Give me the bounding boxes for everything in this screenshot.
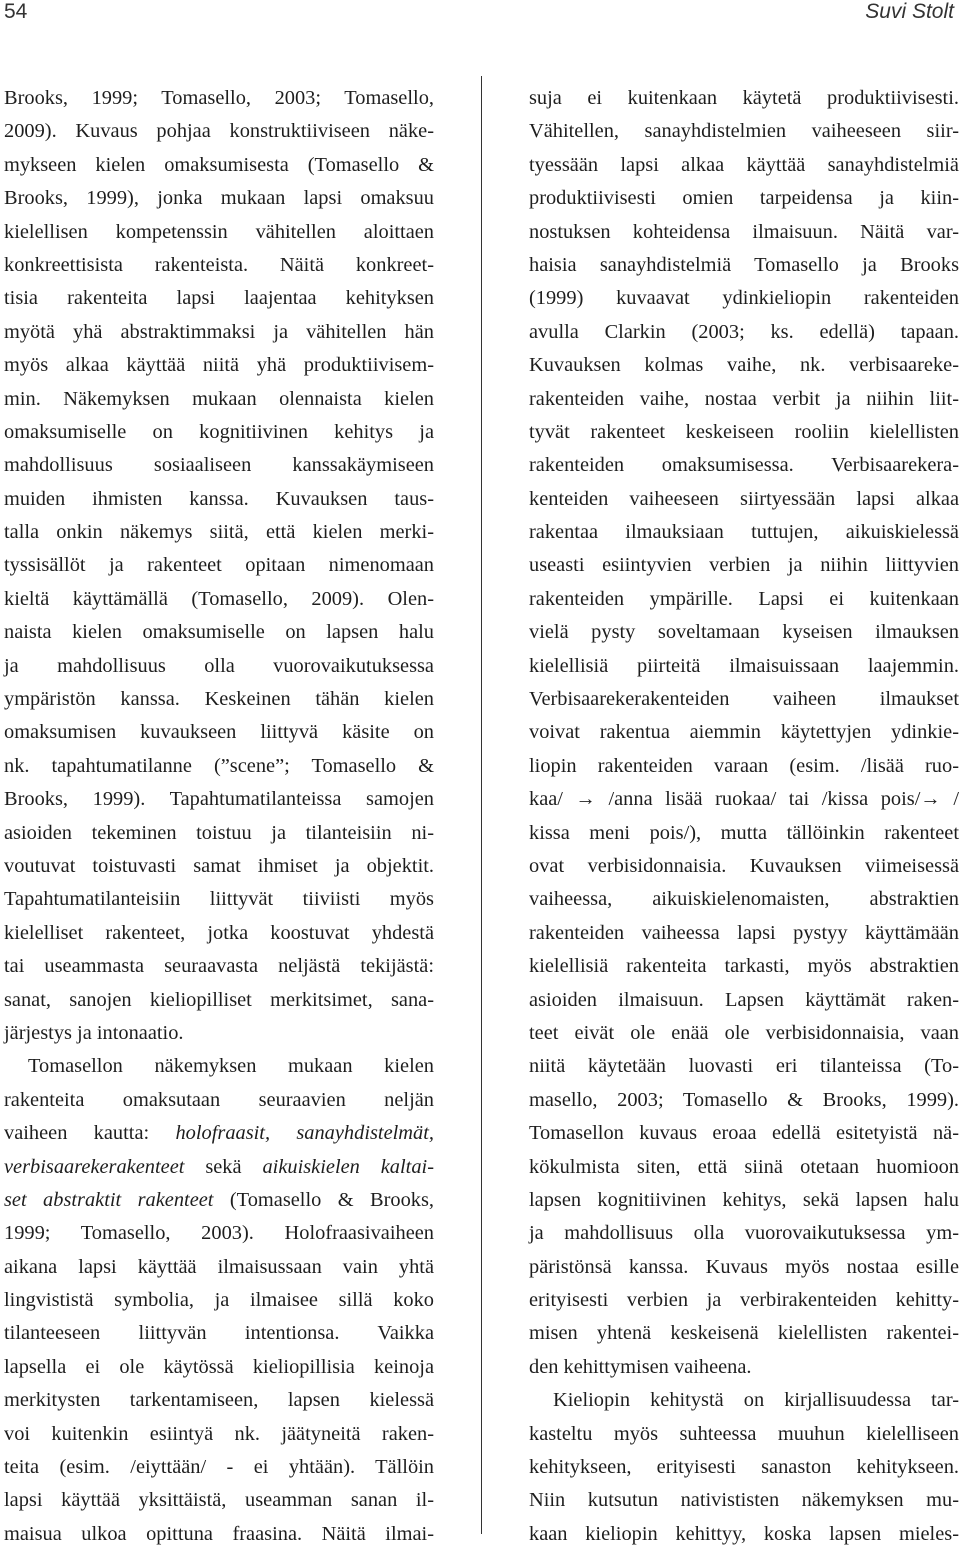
left-column-line [4, 82, 434, 115]
right-column-line [529, 783, 959, 816]
text-run: mahdollisuus sosiaaliseen kanssakäymiseen [4, 454, 434, 477]
text-run: myötä yhä abstraktimmaksi ja vähitellen hän [4, 320, 434, 343]
text-run: avulla Clarkin (2003; ks. edellä) tapaan. [529, 320, 959, 343]
text-run: päristönsä kanssa. Kuvaus myös nostaa esille [529, 1255, 959, 1278]
right-column-line [529, 1117, 959, 1150]
left-column-line [4, 282, 434, 315]
text-run: asioiden ilmaisuun. Lapsen käyttämät raken- [529, 988, 959, 1011]
left-column-line [4, 449, 434, 482]
text-run: ympäristön kanssa. Keskeinen tähän kielen [4, 688, 434, 711]
left-column-line [4, 149, 434, 182]
right-column-line [529, 750, 959, 783]
left-column-line [4, 1484, 434, 1517]
left-column-line [4, 1117, 434, 1150]
left-column-line [4, 1317, 434, 1350]
text-run: niitä käytetään luovasti eri tilanteissa (To- [529, 1055, 959, 1078]
text-run: teet eivät ole enää ole verbisidonnaisia, vaan [529, 1021, 959, 1044]
text-run: voivat rakentua aiemmin käytettyjen ydinkie- [529, 721, 959, 744]
right-column-line [529, 950, 959, 983]
right-column-line [529, 616, 959, 649]
text-run: tai useammasta seuraavasta neljästä tekijästä: [4, 955, 434, 978]
text-run: sanat, sanojen kieliopilliset merkitsimet, sana- [4, 988, 434, 1011]
text-run: erityisesti verbien ja verbirakenteiden kehitty- [529, 1289, 959, 1312]
right-column-line [529, 316, 959, 349]
text-run: vielä pysty soveltamaan kyseisen ilmauksen [529, 621, 959, 644]
text-run: lingvististä symbolia, ja ilmaisee sillä koko [4, 1289, 434, 1312]
text-run: naista kielen omaksumiselle on lapsen halu [4, 621, 434, 644]
text-run: aikana lapsi käyttää ilmaisussaan vain yhtä [4, 1255, 434, 1278]
right-column-line [529, 1418, 959, 1451]
running-author: Suvi Stolt [865, 0, 954, 23]
left-column-line [4, 783, 434, 816]
left-column-line [4, 850, 434, 883]
text-run: haisia sanayhdistelmiä Tomasello ja Brooks [529, 253, 959, 276]
text-run: kielellisiä rakenteita tarkasti, myös abstraktien [529, 955, 959, 978]
text-run: ja mahdollisuus olla vuorovaikutuksessa [4, 654, 434, 677]
text-run: tyessään lapsi alkaa käyttää sanayhdistelmiä [529, 153, 959, 176]
text-run: (1999) kuvaavat ydinkieliopin rakenteiden [529, 287, 959, 310]
right-column-line [529, 1484, 959, 1517]
text-run: Brooks, 1999). Tapahtumatilanteissa samojen [4, 788, 434, 811]
left-column-line [4, 1384, 434, 1417]
text-run: kaan kieliopin kehittyy, koska lapsen mieles- [529, 1522, 959, 1545]
text-run: myös alkaa käyttää niitä yhä produktiivisem- [4, 354, 434, 377]
text-run: talla onkin näkemys siitä, että kielen merki- [4, 521, 434, 544]
text-run: Kuvauksen kolmas vaihe, nk. verbisaareke- [529, 354, 959, 377]
right-column-line [529, 1184, 959, 1217]
text-run: kenteiden vaiheeseen siirtyessään lapsi alkaa [529, 487, 959, 510]
left-column-line [4, 115, 434, 148]
text-run: kasteltu myös suhteessa muuhun kielelliseen [529, 1422, 959, 1445]
right-column-line [529, 1251, 959, 1284]
right-column-line [529, 1151, 959, 1184]
text-run: nostuksen kohteidensa ilmaisuun. Näitä var- [529, 220, 959, 243]
right-column-line [529, 449, 959, 482]
right-column-line [529, 1217, 959, 1250]
text-run: järjestys ja intonaatio. [4, 1021, 184, 1044]
left-column-line [4, 216, 434, 249]
left-column-line [4, 1284, 434, 1317]
text-run: vaiheessa, aikuiskielenomaisten, abstraktien [529, 888, 959, 911]
left-column-line [4, 483, 434, 516]
left-column-line [4, 817, 434, 850]
right-column-line [529, 1084, 959, 1117]
right-column-line [529, 282, 959, 315]
text-run: nk. tapahtumatilanne (”scene”; Tomasello & [4, 754, 434, 777]
text-run: den kehittymisen vaiheena. [529, 1355, 752, 1378]
text-run: ovat verbisidonnaisia. Kuvauksen viimeisessä [529, 854, 959, 877]
right-column-line [529, 182, 959, 215]
text-run: masello, 2003; Tomasello & Brooks, 1999). [529, 1088, 959, 1111]
text-run: Kieliopin kehitystä on kirjallisuudessa tar- [553, 1389, 959, 1412]
text-run: rakenteita omaksutaan seuraavien neljän [4, 1088, 434, 1111]
right-column-line [529, 1518, 959, 1551]
text-run: (Tomasello & Brooks, [213, 1188, 434, 1211]
page-header [0, 0, 960, 26]
text-run: teita (esim. /eiyttään/ - ei yhtään). Tällöin [4, 1456, 434, 1479]
right-column-line [529, 1050, 959, 1083]
left-column-line [4, 549, 434, 582]
text-run: Verbisaarekerakenteiden vaiheen ilmaukset [529, 688, 959, 711]
text-run: lapsella ei ole käytössä kieliopillisia keinoja [4, 1355, 434, 1378]
column-divider [481, 76, 482, 1534]
right-column-line [529, 716, 959, 749]
text-run: kielelliset rakenteet, jotka koostuvat yhdestä [4, 921, 434, 944]
text-run: voi kuitenkin esiintyä nk. jäätyneitä raken- [4, 1422, 434, 1445]
text-run: muiden ihmisten kanssa. Kuvauksen taus- [4, 487, 434, 510]
left-column-line [4, 1184, 434, 1217]
right-column-line [529, 249, 959, 282]
text-run: kielellisen kompetenssin vähitellen aloittaen [4, 220, 434, 243]
text-run: voutuvat toistuvasti samat ihmiset ja objektit. [4, 854, 434, 877]
text-run: konkreettisista rakenteista. Näitä konkreet- [4, 253, 434, 276]
text-run: misen yhtenä keskeisenä kielellisten rakentei- [529, 1322, 959, 1345]
left-column-line [4, 1451, 434, 1484]
right-column-line [529, 1451, 959, 1484]
text-run: mykseen kielen omaksumisesta (Tomasello & [4, 153, 434, 176]
text-run: kökulmista siten, että siinä otetaan huomioon [529, 1155, 959, 1178]
left-column-line [4, 1351, 434, 1384]
left-column-line [4, 182, 434, 215]
text-run: sekä [184, 1155, 263, 1178]
right-column-line [529, 583, 959, 616]
text-run: maisua ulkoa opittuna fraasina. Näitä ilmai- [4, 1522, 434, 1545]
italic-term: aikuiskielen kaltai- [262, 1155, 434, 1178]
left-column-line [4, 316, 434, 349]
right-column-line [529, 650, 959, 683]
left-column-line [4, 1017, 434, 1050]
right-column-line [529, 1384, 959, 1417]
text-run: tilanteeseen liittyvän intentionsa. Vaikka [4, 1322, 434, 1345]
left-column-line [4, 750, 434, 783]
text-run: rakenteiden ympärille. Lapsi ei kuitenkaan [529, 587, 959, 610]
right-column-line [529, 683, 959, 716]
page-number: 54 [4, 0, 28, 23]
right-column-line [529, 216, 959, 249]
right-column-line [529, 483, 959, 516]
right-column-line [529, 516, 959, 549]
text-run: Tomasellon näkemyksen mukaan kielen [28, 1055, 434, 1078]
left-column-line [4, 984, 434, 1017]
text-run: lapsi käyttää yksittäistä, useamman sanan il- [4, 1489, 434, 1512]
text-run: omaksumiselle on kognitiivinen kehitys ja [4, 420, 434, 443]
text-run: 2009). Kuvaus pohjaa konstruktiiviseen näke- [4, 120, 434, 143]
text-run: kieltä käyttämällä (Tomasello, 2009). Olen- [4, 587, 434, 610]
text-run: tisia rakenteita lapsi laajentaa kehityksen [4, 287, 434, 310]
right-text-column [529, 82, 959, 1551]
text-run: rakenteiden vaiheessa lapsi pystyy käyttämään [529, 921, 959, 944]
left-column-line [4, 883, 434, 916]
right-column-line [529, 549, 959, 582]
text-run: vaiheen kautta: [4, 1122, 176, 1145]
italic-term: set abstraktit rakenteet [4, 1188, 214, 1211]
text-run: rakenteiden vaihe, nostaa verbit ja niihin liit- [529, 387, 959, 410]
right-column-line [529, 416, 959, 449]
right-column-line [529, 1017, 959, 1050]
text-run: rakenteiden omaksumisessa. Verbisaarekera- [529, 454, 959, 477]
right-column-line [529, 850, 959, 883]
right-column-line [529, 817, 959, 850]
text-run: Vähitellen, sanayhdistelmien vaiheeseen siir- [529, 120, 959, 143]
right-column-line [529, 1284, 959, 1317]
right-column-line [529, 1351, 959, 1384]
text-run: kissa meni pois/), mutta tällöinkin rakenteet [529, 821, 959, 844]
left-column-line [4, 1084, 434, 1117]
left-column-line [4, 383, 434, 416]
text-run: min. Näkemyksen mukaan olennaista kielen [4, 387, 434, 410]
left-column-line [4, 416, 434, 449]
right-column-line [529, 883, 959, 916]
text-run: liopin rakenteiden varaan (esim. /lisää ruo- [529, 754, 959, 777]
left-column-line [4, 249, 434, 282]
left-column-line [4, 950, 434, 983]
text-run: 1999; Tomasello, 2003). Holofraasivaiheen [4, 1222, 434, 1245]
left-column-line [4, 650, 434, 683]
text-run: Brooks, 1999), jonka mukaan lapsi omaksuu [4, 187, 434, 210]
left-column-line [4, 683, 434, 716]
right-column-line [529, 82, 959, 115]
left-column-line [4, 516, 434, 549]
left-column-line [4, 616, 434, 649]
text-run: ja mahdollisuus olla vuorovaikutuksessa ym- [529, 1222, 959, 1245]
left-column-line [4, 1050, 434, 1083]
right-column-line [529, 349, 959, 382]
left-column-line [4, 583, 434, 616]
left-column-line [4, 1418, 434, 1451]
text-run: Niin kutsutun nativististen näkemyksen mu- [529, 1489, 959, 1512]
text-run: Brooks, 1999; Tomasello, 2003; Tomasello, [4, 87, 434, 109]
italic-term: holofraasit, sanayhdistelmät, [175, 1122, 434, 1145]
left-text-column [4, 82, 434, 1551]
right-column-line [529, 1317, 959, 1350]
text-run: kaa/ → /anna lisää ruokaa/ tai /kissa pois/→ / [529, 788, 959, 811]
left-column-line [4, 1251, 434, 1284]
text-run: kehitykseen, erityisesti sanaston kehitykseen. [529, 1456, 959, 1479]
right-column-line [529, 115, 959, 148]
text-run: tyssisällöt ja rakenteet opitaan nimenomaan [4, 554, 434, 577]
right-column-line [529, 383, 959, 416]
italic-term: verbisaarekerakenteet [4, 1155, 185, 1178]
text-run: suja ei kuitenkaan käytetä produktiivisesti. [529, 87, 959, 109]
text-run: Tapahtumatilanteisiin liittyvät tiiviisti myös [4, 888, 434, 911]
text-run: rakentaa ilmauksiaan tuttujen, aikuiskielessä [529, 521, 959, 544]
text-run: lapsen kognitiivinen kehitys, sekä lapsen halu [529, 1188, 959, 1211]
text-run: Tomasellon kuvaus eroaa edellä esitetyistä nä- [529, 1122, 959, 1145]
text-run: useasti esiintyvien verbien ja niihin liittyvien [529, 554, 959, 577]
left-column-line [4, 1518, 434, 1551]
left-column-line [4, 716, 434, 749]
text-run: kielellisiä piirteitä ilmaisuissaan laajemmin. [529, 654, 959, 677]
text-run: omaksumisen kuvaukseen liittyvä käsite on [4, 721, 434, 744]
left-column-line [4, 1151, 434, 1184]
left-column-line [4, 1217, 434, 1250]
right-column-line [529, 149, 959, 182]
text-run: asioiden tekeminen toistuu ja tilanteisiin ni- [4, 821, 434, 844]
right-column-line [529, 917, 959, 950]
text-run: merkitysten tarkentamiseen, lapsen kielessä [4, 1389, 434, 1412]
left-column-line [4, 917, 434, 950]
right-column-line [529, 984, 959, 1017]
text-run: tyvät rakenteet keskeiseen rooliin kielellisten [529, 420, 959, 443]
text-run: produktiivisesti omien tarpeidensa ja kiin- [529, 187, 959, 210]
left-column-line [4, 349, 434, 382]
